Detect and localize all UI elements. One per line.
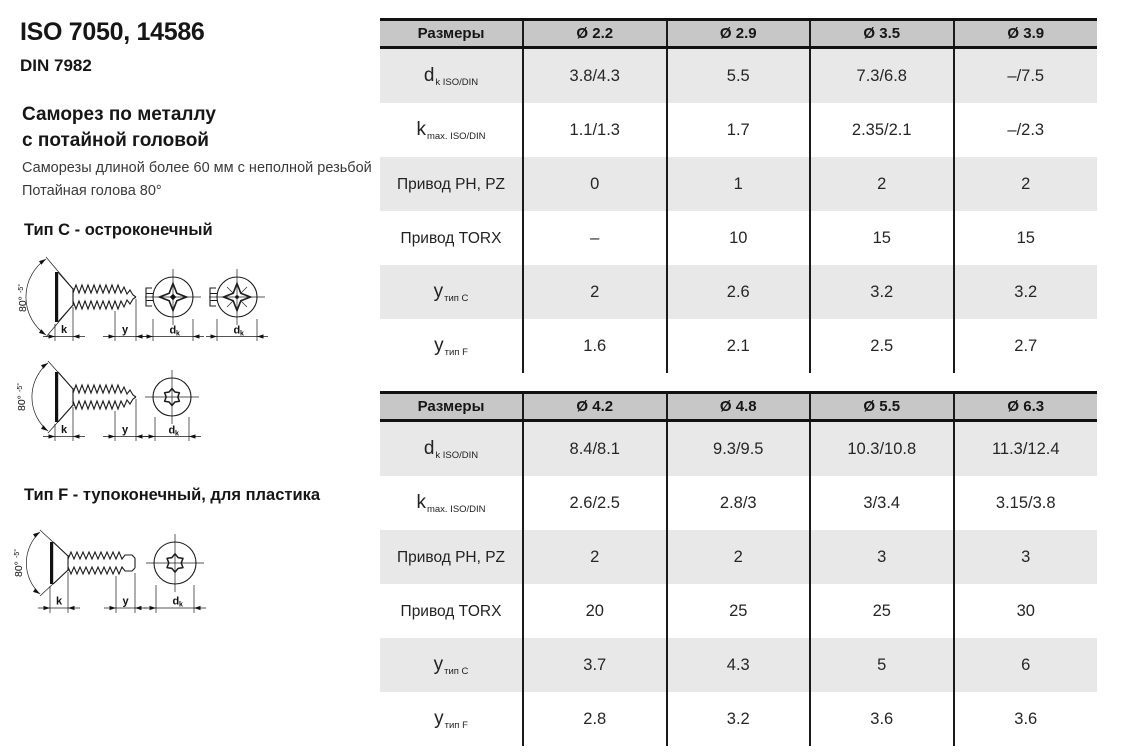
value-cell: 2.8/3 bbox=[667, 476, 811, 530]
value-cell: 2 bbox=[523, 265, 667, 319]
col-header-diameter: Ø 3.5 bbox=[810, 20, 954, 48]
col-header-sizes: Размеры bbox=[380, 20, 523, 48]
table-row bbox=[380, 103, 1097, 157]
product-name bbox=[22, 102, 216, 154]
value-cell: –/2.3 bbox=[954, 103, 1098, 157]
screw-side-view bbox=[17, 257, 148, 341]
col-header-diameter: Ø 2.2 bbox=[523, 20, 667, 48]
row-label: $k_{max. ISO/DIN}$ bbox=[416, 492, 486, 515]
svg-text:-5°: -5° bbox=[18, 283, 25, 293]
value-cell: 15 bbox=[954, 211, 1098, 265]
value-cell: 1 bbox=[667, 157, 811, 211]
value-cell: 3.6 bbox=[810, 692, 954, 746]
col-header-sizes: Размеры bbox=[380, 393, 523, 421]
value-cell: 2.6 bbox=[667, 265, 811, 319]
dim-label-y: y bbox=[121, 424, 129, 436]
angle-label bbox=[16, 383, 28, 411]
svg-text:80°: 80° bbox=[17, 296, 29, 312]
value-cell: 0 bbox=[523, 157, 667, 211]
value-cell: 3.8/4.3 bbox=[523, 48, 667, 104]
value-cell: 3.2 bbox=[667, 692, 811, 746]
value-cell: 10 bbox=[667, 211, 811, 265]
pz-recess-icon bbox=[206, 269, 268, 341]
value-cell: 3.2 bbox=[954, 265, 1098, 319]
value-cell: 2.8 bbox=[523, 692, 667, 746]
col-header-diameter: Ø 2.9 bbox=[667, 20, 811, 48]
dim-label-y: y bbox=[121, 324, 129, 336]
row-label: Привод PH, PZ bbox=[396, 175, 506, 193]
row-label: $k_{max. ISO/DIN}$ bbox=[416, 119, 486, 142]
table-row bbox=[380, 584, 1097, 638]
svg-text:k: k bbox=[176, 330, 180, 338]
table-header-row bbox=[380, 20, 1097, 48]
row-label: $y_{тип C}$ bbox=[433, 281, 469, 304]
type-f-heading: Тип F - тупоконечный, для пластика bbox=[24, 486, 321, 504]
value-cell: 2.1 bbox=[667, 319, 811, 373]
dim-label-dk: d bbox=[168, 424, 176, 437]
col-header-diameter: Ø 3.9 bbox=[954, 20, 1098, 48]
torx-recess-icon bbox=[143, 370, 201, 441]
row-label: Привод PH, PZ bbox=[396, 548, 506, 566]
value-cell: 20 bbox=[523, 584, 667, 638]
svg-text:-5°: -5° bbox=[14, 548, 21, 558]
value-cell: 6 bbox=[954, 638, 1098, 692]
dim-label-k: k bbox=[55, 595, 63, 608]
table-row bbox=[380, 692, 1097, 746]
value-cell: 3 bbox=[810, 530, 954, 584]
value-cell: 9.3/9.5 bbox=[667, 421, 811, 477]
angle-label bbox=[13, 549, 25, 577]
dim-label-dk: d bbox=[169, 324, 177, 337]
row-label: Привод TORX bbox=[400, 229, 502, 247]
svg-text:k: k bbox=[179, 601, 183, 609]
table-row bbox=[380, 48, 1097, 104]
drawing-type-c-torx bbox=[10, 358, 280, 463]
col-header-diameter: Ø 6.3 bbox=[954, 393, 1098, 421]
screw-side-view bbox=[13, 530, 147, 613]
ph-recess-icon bbox=[142, 269, 204, 341]
col-header-diameter: Ø 5.5 bbox=[810, 393, 954, 421]
page-title: ISO 7050, 14586 bbox=[20, 18, 205, 46]
table-row bbox=[380, 421, 1097, 477]
value-cell: 3.7 bbox=[523, 638, 667, 692]
value-cell: 1.6 bbox=[523, 319, 667, 373]
torx-recess-icon bbox=[144, 534, 206, 613]
row-label: $y_{тип F}$ bbox=[434, 708, 468, 731]
product-description-line2: Потайная голова 80° bbox=[22, 183, 162, 199]
svg-text:k: k bbox=[240, 330, 244, 338]
table-row bbox=[380, 530, 1097, 584]
col-header-diameter: Ø 4.2 bbox=[523, 393, 667, 421]
value-cell: –/7.5 bbox=[954, 48, 1098, 104]
value-cell: 15 bbox=[810, 211, 954, 265]
value-cell: 5.5 bbox=[667, 48, 811, 104]
value-cell: 10.3/10.8 bbox=[810, 421, 954, 477]
table-row bbox=[380, 211, 1097, 265]
table-row bbox=[380, 265, 1097, 319]
table-header-row bbox=[380, 393, 1097, 421]
dim-label-dk: d bbox=[233, 324, 241, 337]
drawing-type-c-ph-pz bbox=[10, 250, 280, 350]
value-cell: 5 bbox=[810, 638, 954, 692]
sizes-table-small-diameters bbox=[380, 18, 1097, 373]
value-cell: 3.2 bbox=[810, 265, 954, 319]
svg-text:80°: 80° bbox=[16, 395, 28, 411]
value-cell: 8.4/8.1 bbox=[523, 421, 667, 477]
value-cell: 2.6/2.5 bbox=[523, 476, 667, 530]
value-cell: 2 bbox=[523, 530, 667, 584]
value-cell: 3.6 bbox=[954, 692, 1098, 746]
row-label: $y_{тип C}$ bbox=[433, 654, 469, 677]
product-name-line2: с потайной головой bbox=[22, 130, 209, 151]
svg-text:-5°: -5° bbox=[17, 382, 24, 392]
value-cell: 2 bbox=[954, 157, 1098, 211]
value-cell: 25 bbox=[810, 584, 954, 638]
table-row bbox=[380, 638, 1097, 692]
row-label: Привод TORX bbox=[400, 602, 502, 620]
value-cell: 3 bbox=[954, 530, 1098, 584]
value-cell: 2 bbox=[667, 530, 811, 584]
value-cell: 1.7 bbox=[667, 103, 811, 157]
product-description-line1: Саморезы длиной более 60 мм с неполной резьбой bbox=[22, 160, 372, 176]
value-cell: 11.3/12.4 bbox=[954, 421, 1098, 477]
type-c-heading: Тип C - остроконечный bbox=[24, 221, 213, 239]
value-cell: 2.5 bbox=[810, 319, 954, 373]
drawing-type-f-torx bbox=[10, 515, 310, 625]
row-label: $d_{k ISO/DIN}$ bbox=[423, 438, 479, 461]
value-cell: 30 bbox=[954, 584, 1098, 638]
value-cell: 3/3.4 bbox=[810, 476, 954, 530]
table-row bbox=[380, 319, 1097, 373]
screw-side-view bbox=[16, 361, 148, 441]
table-row bbox=[380, 476, 1097, 530]
din-number: DIN 7982 bbox=[20, 56, 92, 75]
value-cell: 7.3/6.8 bbox=[810, 48, 954, 104]
sizes-table-large-diameters bbox=[380, 391, 1097, 746]
value-cell: 2.35/2.1 bbox=[810, 103, 954, 157]
svg-text:k: k bbox=[175, 430, 179, 438]
value-cell: 2 bbox=[810, 157, 954, 211]
dim-label-k: k bbox=[60, 324, 68, 336]
dim-label-y: y bbox=[122, 595, 129, 608]
value-cell: 3.15/3.8 bbox=[954, 476, 1098, 530]
dim-label-dk: d bbox=[172, 595, 180, 608]
value-cell: 25 bbox=[667, 584, 811, 638]
table-row bbox=[380, 157, 1097, 211]
angle-label bbox=[17, 284, 29, 312]
row-label: $y_{тип F}$ bbox=[434, 335, 468, 358]
value-cell: 2.7 bbox=[954, 319, 1098, 373]
row-label: $d_{k ISO/DIN}$ bbox=[423, 65, 479, 88]
product-name-line1: Саморез по металлу bbox=[22, 104, 216, 125]
svg-text:80°: 80° bbox=[13, 561, 25, 577]
value-cell: 4.3 bbox=[667, 638, 811, 692]
value-cell: – bbox=[523, 211, 667, 265]
value-cell: 1.1/1.3 bbox=[523, 103, 667, 157]
dim-label-k: k bbox=[60, 424, 68, 436]
col-header-diameter: Ø 4.8 bbox=[667, 393, 811, 421]
